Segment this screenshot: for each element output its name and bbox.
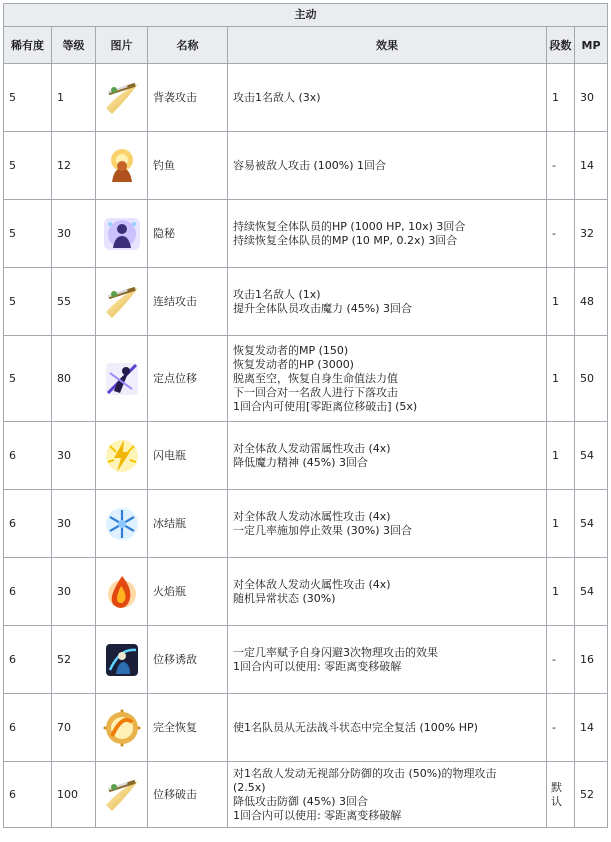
table-row [4, 762, 608, 828]
effect-line: 下一回合对一名敌人进行下落攻击 [233, 385, 398, 399]
table-row [4, 200, 608, 268]
dark-figure-slash-icon [102, 359, 142, 399]
golden-sword-slash-icon [102, 78, 142, 118]
cell-level: 80 [52, 336, 96, 422]
golden-sword-slash-icon [102, 282, 142, 322]
cell-hits: - [547, 694, 575, 762]
cell-rarity: 6 [4, 762, 52, 828]
cell-effect [228, 490, 547, 558]
cell-effect [228, 762, 547, 828]
aura-figure-icon [102, 214, 142, 254]
cell-mp: 54 [575, 558, 608, 626]
cell-rarity: 6 [4, 490, 52, 558]
effect-line: 1回合内可以使用: 零距离变移破解 [233, 659, 402, 673]
table-row [4, 336, 608, 422]
cell-effect [228, 132, 547, 200]
cell-mp: 30 [575, 64, 608, 132]
cell-mp: 54 [575, 422, 608, 490]
cell-image [96, 762, 148, 828]
cell-name: 冰结瓶 [148, 490, 228, 558]
cell-hits: 1 [547, 64, 575, 132]
header-image: 图片 [96, 27, 148, 64]
table-row [4, 558, 608, 626]
effect-line: 持续恢复全体队员的MP (10 MP, 0.2x) 3回合 [233, 233, 458, 247]
effect-line: 1回合内可使用[零距离位移破击] (5x) [233, 399, 418, 413]
cell-mp: 32 [575, 200, 608, 268]
effect-line: 降低魔力精神 (45%) 3回合 [233, 455, 369, 469]
shadow-evade-icon [102, 640, 142, 680]
effect-line: 恢复发动者的HP (3000) [233, 357, 354, 371]
effect-line: 攻击1名敌人 (3x) [233, 90, 321, 104]
cell-mp: 52 [575, 762, 608, 828]
cell-name: 连结攻击 [148, 268, 228, 336]
effect-line: 使1名队员从无法战斗状态中完全复活 (100% HP) [233, 720, 478, 734]
cell-image [96, 132, 148, 200]
cell-image [96, 200, 148, 268]
cell-rarity: 5 [4, 132, 52, 200]
skills-table [3, 3, 608, 828]
cell-image [96, 64, 148, 132]
cell-mp: 54 [575, 490, 608, 558]
cell-level: 100 [52, 762, 96, 828]
cell-hits: 1 [547, 336, 575, 422]
cell-hits: 默认 [547, 762, 575, 828]
cell-effect [228, 558, 547, 626]
effect-line: 对1名敌人发动无视部分防御的攻击 (50%)的物理攻击 [233, 766, 497, 780]
cell-name: 闪电瓶 [148, 422, 228, 490]
header-level: 等级 [52, 27, 96, 64]
cell-hits: 1 [547, 422, 575, 490]
ice-bottle-icon [102, 504, 142, 544]
golden-sword-slash-icon [102, 775, 142, 815]
cell-rarity: 5 [4, 268, 52, 336]
cell-name: 位移破击 [148, 762, 228, 828]
cell-effect [228, 64, 547, 132]
cell-effect [228, 694, 547, 762]
effect-line: 降低攻击防御 (45%) 3回合 [233, 794, 369, 808]
cell-name: 定点位移 [148, 336, 228, 422]
header-mp: MP [575, 27, 608, 64]
table-row [4, 132, 608, 200]
cell-effect [228, 626, 547, 694]
effect-line: (2.5x) [233, 780, 266, 794]
figure-fishing-icon [102, 146, 142, 186]
header-hits: 段数 [547, 27, 575, 64]
effect-line: 攻击1名敌人 (1x) [233, 287, 321, 301]
cell-level: 55 [52, 268, 96, 336]
cell-mp: 14 [575, 694, 608, 762]
lightning-bottle-icon [102, 436, 142, 476]
cell-effect [228, 268, 547, 336]
effect-line: 脱离至空，恢复自身生命值法力值 [233, 371, 398, 385]
effect-line: 对全体敌人发动雷属性攻击 (4x) [233, 441, 391, 455]
cell-name: 钓鱼 [148, 132, 228, 200]
cell-mp: 48 [575, 268, 608, 336]
cell-hits: - [547, 200, 575, 268]
effect-line: 随机异常状态 (30%) [233, 591, 336, 605]
header-effect: 效果 [228, 27, 547, 64]
header-rarity: 稀有度 [4, 27, 52, 64]
table-row [4, 422, 608, 490]
effect-line: 对全体敌人发动火属性攻击 (4x) [233, 577, 391, 591]
effect-line: 一定几率施加停止效果 (30%) 3回合 [233, 523, 413, 537]
cell-image [96, 558, 148, 626]
table-row [4, 64, 608, 132]
cell-rarity: 5 [4, 64, 52, 132]
cell-effect [228, 336, 547, 422]
cell-name: 位移诱敌 [148, 626, 228, 694]
table-row [4, 626, 608, 694]
cell-hits: 1 [547, 268, 575, 336]
effect-line: 对全体敌人发动冰属性攻击 (4x) [233, 509, 391, 523]
cell-level: 52 [52, 626, 96, 694]
cell-effect [228, 200, 547, 268]
section-title: 主动 [4, 4, 608, 27]
cell-level: 30 [52, 200, 96, 268]
cell-level: 12 [52, 132, 96, 200]
cell-hits: 1 [547, 558, 575, 626]
cell-effect [228, 422, 547, 490]
header-name: 名称 [148, 27, 228, 64]
cell-image [96, 422, 148, 490]
effect-line: 恢复发动者的MP (150) [233, 343, 349, 357]
cell-level: 30 [52, 558, 96, 626]
cell-rarity: 6 [4, 694, 52, 762]
effect-line: 提升全体队员攻击魔力 (45%) 3回合 [233, 301, 413, 315]
cell-image [96, 268, 148, 336]
cell-hits: - [547, 132, 575, 200]
cell-mp: 16 [575, 626, 608, 694]
cell-rarity: 5 [4, 200, 52, 268]
cell-name: 火焰瓶 [148, 558, 228, 626]
cell-name: 完全恢复 [148, 694, 228, 762]
effect-line: 容易被敌人攻击 (100%) 1回合 [233, 158, 387, 172]
cell-rarity: 6 [4, 558, 52, 626]
cell-mp: 14 [575, 132, 608, 200]
cell-hits: - [547, 626, 575, 694]
table-row [4, 694, 608, 762]
fire-bottle-icon [102, 572, 142, 612]
cell-level: 30 [52, 490, 96, 558]
effect-line: 一定几率赋予自身闪避3次物理攻击的效果 [233, 645, 438, 659]
golden-revive-orb-icon [102, 708, 142, 748]
cell-image [96, 694, 148, 762]
cell-hits: 1 [547, 490, 575, 558]
cell-rarity: 6 [4, 626, 52, 694]
cell-image [96, 626, 148, 694]
effect-line: 1回合内可以使用: 零距离变移破解 [233, 808, 402, 822]
cell-level: 70 [52, 694, 96, 762]
cell-name: 隐秘 [148, 200, 228, 268]
cell-image [96, 336, 148, 422]
effect-line: 持续恢复全体队员的HP (1000 HP, 10x) 3回合 [233, 219, 466, 233]
cell-level: 1 [52, 64, 96, 132]
cell-image [96, 490, 148, 558]
cell-rarity: 5 [4, 336, 52, 422]
table-row [4, 490, 608, 558]
cell-mp: 50 [575, 336, 608, 422]
cell-name: 背袭攻击 [148, 64, 228, 132]
cell-rarity: 6 [4, 422, 52, 490]
table-row [4, 268, 608, 336]
cell-level: 30 [52, 422, 96, 490]
